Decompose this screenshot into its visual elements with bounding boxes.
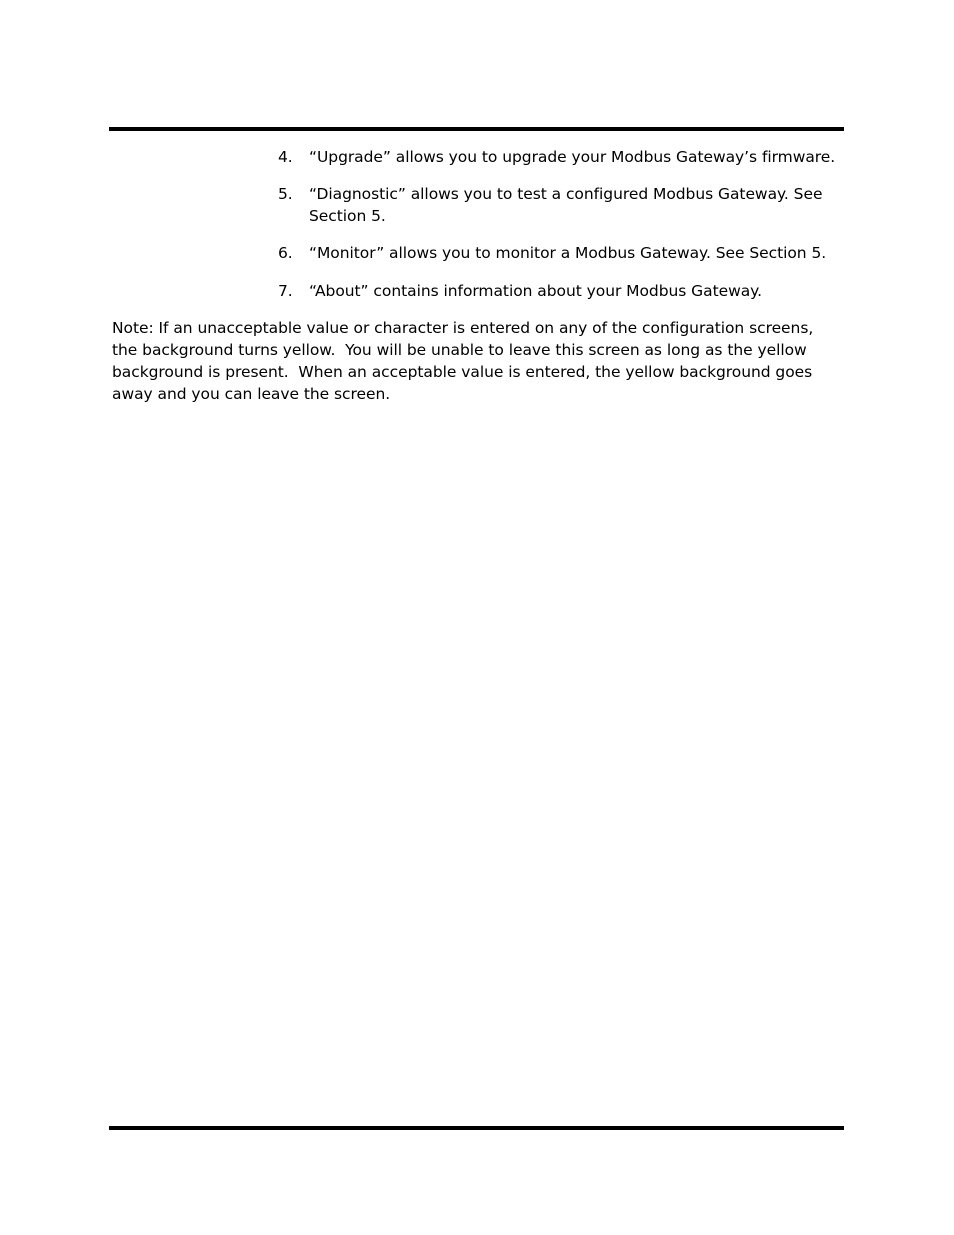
- header-rule: [109, 127, 844, 131]
- note-paragraph: [112, 317, 852, 405]
- list-item-text: “About” contains information about your Modbus Gateway.: [309, 282, 762, 300]
- list-item: [278, 242, 848, 264]
- list-item-number: 4.: [278, 148, 293, 166]
- note-line: background is present. When an acceptable value is entered, the yellow background goes: [112, 363, 813, 381]
- note-line: Note: If an unacceptable value or character is entered on any of the configuration screens,: [112, 319, 814, 337]
- note-line: the background turns yellow. You will be unable to leave this screen as long as the yellow: [112, 341, 807, 359]
- list-item-number: 5.: [278, 185, 293, 203]
- list-item-number: 6.: [278, 244, 293, 262]
- list-item-text: “Monitor” allows you to monitor a Modbus Gateway. See Section 5.: [309, 244, 827, 262]
- footer-rule: [109, 1126, 844, 1130]
- list-item: [278, 146, 848, 168]
- list-item-text: “Upgrade” allows you to upgrade your Modbus Gateway’s firmware.: [309, 148, 836, 166]
- list-item-number: 7.: [278, 282, 293, 300]
- list-item-text-continued: Section 5.: [309, 207, 386, 225]
- list-item-text: “Diagnostic” allows you to test a configured Modbus Gateway. See: [309, 185, 823, 203]
- list-item: [278, 280, 848, 302]
- note-line: away and you can leave the screen.: [112, 385, 391, 403]
- list-item: [278, 183, 848, 227]
